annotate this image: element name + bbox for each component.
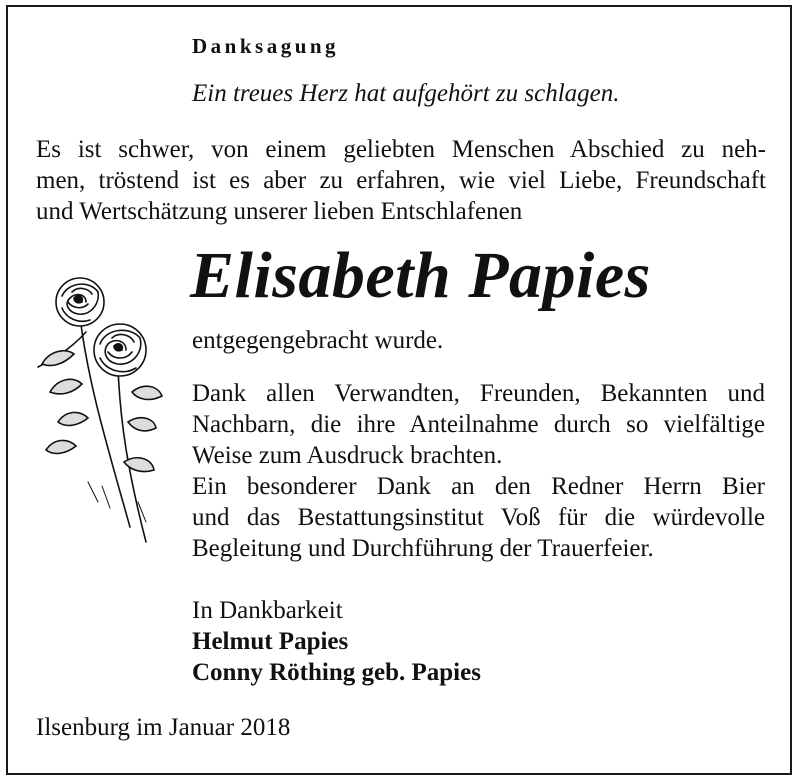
place-date: Ilsenburg im Januar 2018 — [36, 714, 291, 741]
signer-name: Helmut Papies — [192, 628, 349, 655]
thanks-line: Begleitung und Durchführung der Trauerfeier. — [192, 535, 654, 562]
thanks-line: Ein besonderer Dank an den Redner Herrn Bier — [192, 473, 765, 500]
intro-line: Es ist schwer, von einem geliebten Menschen Abschied zu neh- — [36, 136, 766, 163]
intro-paragraph — [36, 134, 766, 227]
after-name-text: entgegengebracht wurde. — [192, 327, 444, 354]
notice-heading: Danksagung — [192, 34, 340, 58]
signature-block — [192, 595, 481, 688]
thanks-paragraph — [192, 378, 765, 564]
closing-text: In Dankbarkeit — [192, 597, 343, 624]
intro-line: und Wertschätzung unserer lieben Entschlafenen — [36, 198, 523, 225]
thanks-line: Weise zum Ausdruck brachten. — [192, 442, 503, 469]
intro-line: men, tröstend ist es aber zu erfahren, wie viel Liebe, Freundschaft — [36, 167, 766, 194]
deceased-name: Elisabeth Papies — [190, 239, 651, 312]
signer-name: Conny Röthing geb. Papies — [192, 659, 481, 686]
notice-motto: Ein treues Herz hat aufgehört zu schlagen. — [192, 80, 620, 107]
thanks-line: und das Bestattungsinstitut Voß für die würdevolle — [192, 504, 765, 531]
roses-icon — [28, 272, 168, 562]
thanks-line: Dank allen Verwandten, Freunden, Bekannten und — [192, 380, 765, 407]
thanks-line: Nachbarn, die ihre Anteilnahme durch so vielfältige — [192, 411, 765, 438]
